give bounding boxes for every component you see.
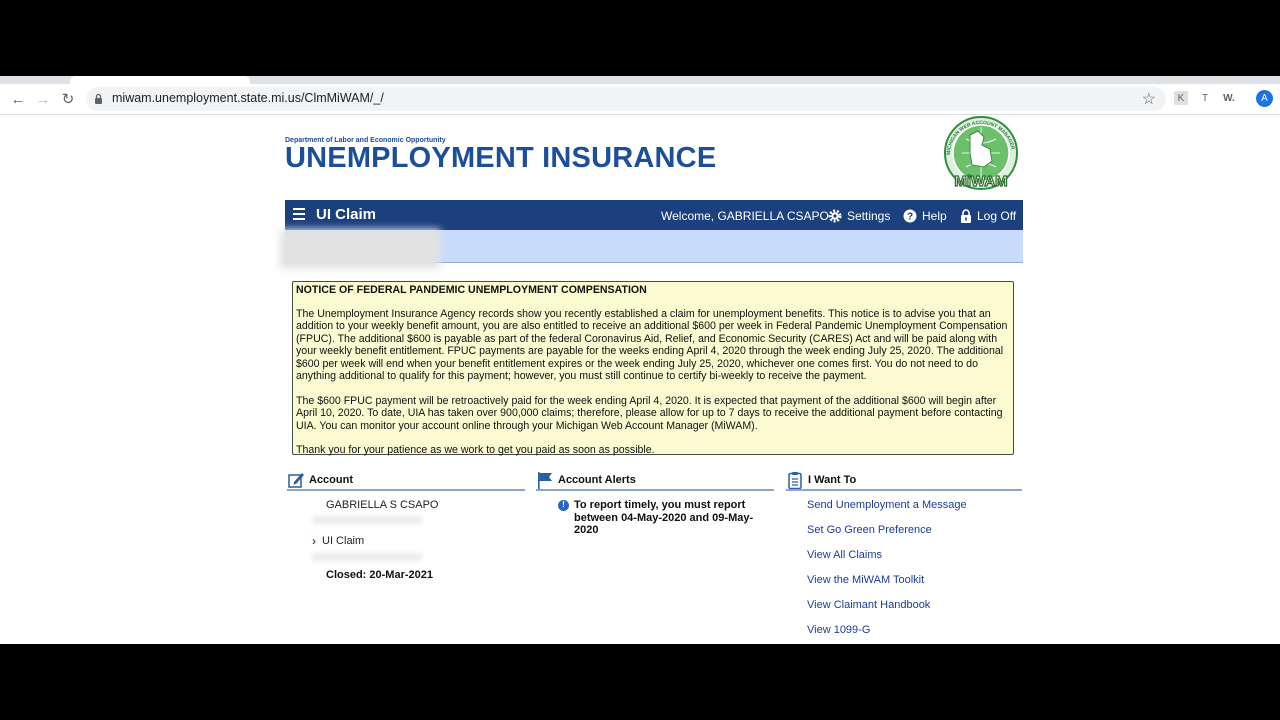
claimant-handbook-link[interactable]: View Claimant Handbook xyxy=(807,599,931,611)
reload-icon[interactable]: ↻ xyxy=(61,91,75,108)
svg-text:?: ? xyxy=(906,211,914,223)
nav-title: UI Claim xyxy=(316,206,377,223)
ui-claim-label: UI Claim xyxy=(322,535,365,547)
tab-strip xyxy=(0,76,1280,84)
notice-paragraph-1: The Unemployment Insurance Agency records show you recently established a claim for unemployment benefits. This notice is to advise you that an addition to your weekly benefit amount, you are also entitled to receive an additional $600 per week in Federal Pandemic Unemployment Compensation (FPUC). The additional $600 is payable as part of the federal Coronavirus Aid, Relief, and Economic Security (CARES) Act and will be paid along with your weekly benefit entitlement. FPUC payments are payable for the weeks ending April 4, 2020 through the week ending July 25, 2020. The additional $600 per week will end when your benefit entitlement expires or the week ending July 25, 2020, whichever one comes first. You do not need to do anything additional to qualify for this payment; however, you must still continue to certify bi-weekly to receive the payment. xyxy=(296,307,1008,382)
back-icon[interactable]: ← xyxy=(10,90,26,108)
active-tab[interactable] xyxy=(70,76,250,84)
account-heading-label: Account xyxy=(309,474,353,486)
address-bar[interactable] xyxy=(86,87,1166,111)
browser-window xyxy=(0,76,1280,644)
ui-claim-link[interactable] xyxy=(312,534,525,548)
browser-toolbar xyxy=(0,84,1280,115)
want-heading-label: I Want To xyxy=(808,474,857,486)
url-text: miwam.unemployment.state.mi.us/ClmMiWAM/_/ xyxy=(112,91,384,105)
logo-ring-text: MICHIGAN WEB ACCOUNT MANAGER xyxy=(945,119,1016,156)
alerts-heading xyxy=(536,471,774,491)
edit-icon xyxy=(287,471,305,489)
alert-item xyxy=(558,499,774,537)
notice-heading: NOTICE OF FEDERAL PANDEMIC UNEMPLOYMENT COMPENSATION xyxy=(296,284,647,296)
notice-paragraph-2: The $600 FPUC payment will be retroactively paid for the week ending April 4, 2020. It is expected that payment of the additional $600 will begin after April 10, 2020. To date, UIA has taken over 900,000 claims; therefore, please allow for up to 7 days to receive the additional payment before contacting UIA. You can monitor your account online through your Michigan Web Account Manager (MiWAM). xyxy=(296,394,1003,432)
logo-text: MiWAM xyxy=(954,173,1008,190)
page-content xyxy=(0,115,1280,644)
top-navbar xyxy=(285,200,1023,230)
alert-message: To report timely, you must report between 04-May-2020 and 09-May-2020 xyxy=(574,499,754,536)
profile-avatar[interactable]: A xyxy=(1256,90,1273,107)
account-section xyxy=(287,471,525,581)
info-icon: ! xyxy=(558,500,569,511)
lock-icon xyxy=(960,209,972,223)
gear-icon xyxy=(828,209,842,223)
alerts-heading-label: Account Alerts xyxy=(558,474,636,486)
logoff-label: Log Off xyxy=(977,209,1017,223)
view-1099g-link[interactable]: View 1099-G xyxy=(807,624,871,636)
send-message-link[interactable]: Send Unemployment a Message xyxy=(807,499,967,511)
i-want-to-section xyxy=(786,471,1022,644)
want-heading xyxy=(786,471,1022,491)
settings-label: Settings xyxy=(847,209,891,223)
view-all-claims-link[interactable]: View All Claims xyxy=(807,549,882,561)
extension-k-icon[interactable]: K xyxy=(1174,91,1188,105)
chevron-right-icon: › xyxy=(312,534,316,548)
lock-icon xyxy=(94,93,103,104)
help-icon xyxy=(903,209,917,223)
welcome-text: Welcome, GABRIELLA CSAPO xyxy=(661,209,829,223)
hamburger-menu-icon[interactable] xyxy=(293,208,305,223)
account-name: GABRIELLA S CSAPO xyxy=(326,499,439,511)
logoff-link[interactable] xyxy=(960,209,1016,223)
help-link[interactable] xyxy=(903,209,947,223)
fpuc-notice xyxy=(292,281,1014,455)
clipboard-icon xyxy=(786,471,804,489)
account-heading xyxy=(287,471,525,491)
department-name: Department of Labor and Economic Opportunity xyxy=(285,137,446,144)
alerts-section xyxy=(536,471,774,537)
site-header xyxy=(285,137,716,173)
forward-icon[interactable]: → xyxy=(35,90,51,108)
blurred-region xyxy=(280,229,440,269)
extension-t-icon[interactable]: T xyxy=(1201,92,1209,104)
blurred-claim-id xyxy=(312,553,422,561)
go-green-link[interactable]: Set Go Green Preference xyxy=(807,524,932,536)
notice-paragraph-3: Thank you for your patience as we work to get you paid as soon as possible. xyxy=(296,444,655,456)
settings-link[interactable] xyxy=(828,209,890,223)
miwam-toolkit-link[interactable]: View the MiWAM Toolkit xyxy=(807,574,925,586)
claim-closed-date: Closed: 20-Mar-2021 xyxy=(326,569,433,581)
help-label: Help xyxy=(922,209,947,223)
want-link-list xyxy=(807,499,1022,644)
extension-w-icon[interactable]: W. xyxy=(1223,92,1235,104)
miwam-logo-icon xyxy=(940,115,1022,191)
flag-icon xyxy=(536,471,554,489)
bookmark-star-icon[interactable]: ☆ xyxy=(1141,91,1156,108)
blurred-account-id xyxy=(312,516,422,524)
page-title: UNEMPLOYMENT INSURANCE xyxy=(285,142,717,174)
